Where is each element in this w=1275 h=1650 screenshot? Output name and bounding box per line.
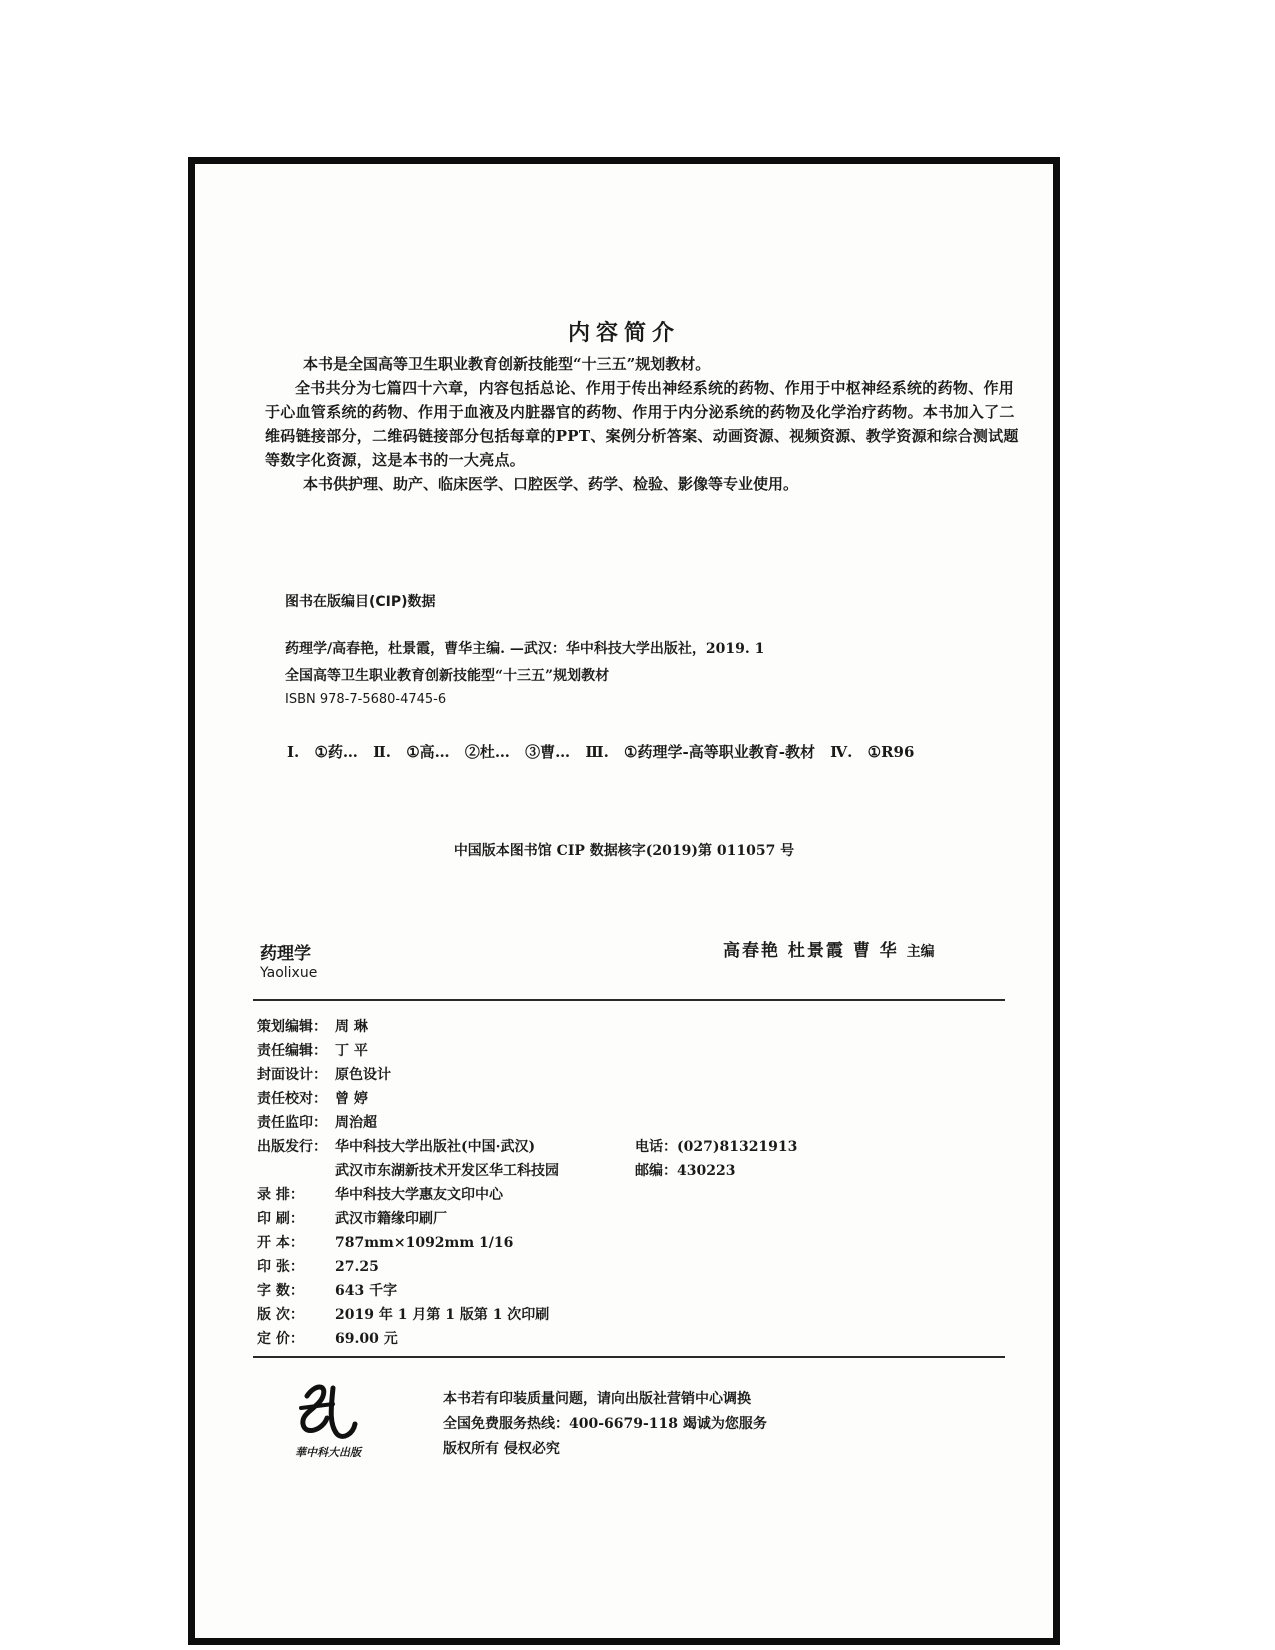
intro-paragraph-2: 全书共分为七篇四十六章，内容包括总论、作用于传出神经系统的药物、作用于中枢神经系统的药物、作用于心血管系统的药物、作用于血液及内脏器官的药物、作用于内分泌系统的药物及化学治疗药物。本书加入了二维码链接部分，二维码链接部分包括每章的PPT、案例分析答案、动画资源、视频资源、教学资源和综合测试题等数字化资源，这是本书的一大亮点。 xyxy=(265,379,1019,469)
credit-row xyxy=(257,1040,368,1060)
book-pinyin: Yaolixue xyxy=(260,965,318,981)
notice-line-2: 全国免费服务热线：400-6679-118 竭诚为您服务 xyxy=(443,1416,767,1432)
credit-value: 2019 年 1 月第 1 版第 1 次印刷 xyxy=(335,1307,550,1323)
credit-value: 武汉市籍缘印刷厂 xyxy=(335,1211,447,1227)
cip-record-number: 中国版本图书馆 CIP 数据核字(2019)第 011057 号 xyxy=(453,843,795,859)
book-title: 药理学 xyxy=(260,944,311,964)
credit-label: 印 刷： xyxy=(257,1211,304,1227)
author-role: 主编 xyxy=(906,944,935,960)
divider-top xyxy=(253,999,1005,1001)
credit-value: 华中科技大学惠友文印中心 xyxy=(335,1187,503,1203)
cip-line-1: 药理学/高春艳，杜景霞，曹华主编. —武汉：华中科技大学出版社，2019. 1 xyxy=(285,641,765,657)
credit-row xyxy=(257,1328,398,1348)
cip-line-2: 全国高等卫生职业教育创新技能型“十三五”规划教材 xyxy=(285,668,610,684)
credit-value: 787mm×1092mm 1/16 xyxy=(335,1235,514,1251)
credit-value: 华中科技大学出版社(中国·武汉) xyxy=(335,1139,536,1155)
notice-line-3: 版权所有 侵权必究 xyxy=(443,1441,560,1457)
hust-press-logo-icon xyxy=(293,1378,363,1446)
intro-title: 内容简介 xyxy=(567,320,680,346)
author-names: 高春艳 杜景霞 曹 华 xyxy=(723,941,899,961)
credit-value: 周治超 xyxy=(335,1115,377,1131)
credit-label: 策划编辑： xyxy=(257,1019,327,1035)
credit-row xyxy=(257,1112,377,1132)
notice-line-1: 本书若有印装质量问题，请向出版社营销中心调换 xyxy=(443,1391,751,1407)
credit-label: 版 次： xyxy=(257,1307,304,1323)
credit-label: 录 排： xyxy=(257,1187,304,1203)
credit-value: 武汉市东湖新技术开发区华工科技园 xyxy=(335,1163,559,1179)
credit-row xyxy=(257,1184,503,1204)
contact-postcode: 邮编：430223 xyxy=(635,1163,736,1179)
credit-row xyxy=(257,1232,513,1252)
credit-row xyxy=(257,1256,379,1276)
cip-isbn: ISBN 978-7-5680-4745-6 xyxy=(285,692,447,707)
credit-value: 周 琳 xyxy=(335,1019,368,1035)
credit-row xyxy=(257,1064,391,1084)
credit-label: 出版发行： xyxy=(257,1139,327,1155)
credit-value: 643 千字 xyxy=(335,1283,398,1299)
publisher-logo-text: 華中科大出版 xyxy=(295,1446,361,1459)
credit-value: 27.25 xyxy=(335,1259,379,1275)
credit-label: 责任监印： xyxy=(257,1115,327,1131)
contact-phone: 电话：(027)81321913 xyxy=(635,1139,798,1155)
credit-value: 曾 婷 xyxy=(335,1091,368,1107)
intro-paragraph-3: 本书供护理、助产、临床医学、口腔医学、药学、检验、影像等专业使用。 xyxy=(303,475,799,493)
credit-value: 原色设计 xyxy=(335,1067,391,1083)
credit-label: 责任校对： xyxy=(257,1091,327,1107)
credit-label: 封面设计： xyxy=(257,1067,327,1083)
copyright-page xyxy=(188,157,1060,1645)
credit-row xyxy=(257,1208,447,1228)
credit-row xyxy=(257,1136,535,1156)
cip-heading: 图书在版编目(CIP)数据 xyxy=(285,594,436,610)
divider-bottom xyxy=(253,1356,1005,1358)
credit-value: 69.00 元 xyxy=(335,1331,398,1347)
credit-row xyxy=(257,1088,368,1108)
credit-row xyxy=(257,1016,368,1036)
credit-label: 印 张： xyxy=(257,1259,304,1275)
credit-label: 开 本： xyxy=(257,1235,304,1251)
credit-row xyxy=(257,1304,549,1324)
credit-row xyxy=(257,1160,559,1180)
book-authors xyxy=(723,936,935,961)
cip-classification: Ⅰ. ①药… Ⅱ. ①高… ②杜… ③曹… Ⅲ. ①药理学-高等职业教育-教材 Ⅳ. ①R96 xyxy=(287,743,915,761)
credit-label: 责任编辑： xyxy=(257,1043,327,1059)
credit-row xyxy=(257,1280,397,1300)
intro-paragraph-1: 本书是全国高等卫生职业教育创新技能型“十三五”规划教材。 xyxy=(303,355,711,373)
credit-label: 定 价： xyxy=(257,1331,304,1347)
credit-value: 丁 平 xyxy=(335,1043,368,1059)
credit-label: 字 数： xyxy=(257,1283,304,1299)
